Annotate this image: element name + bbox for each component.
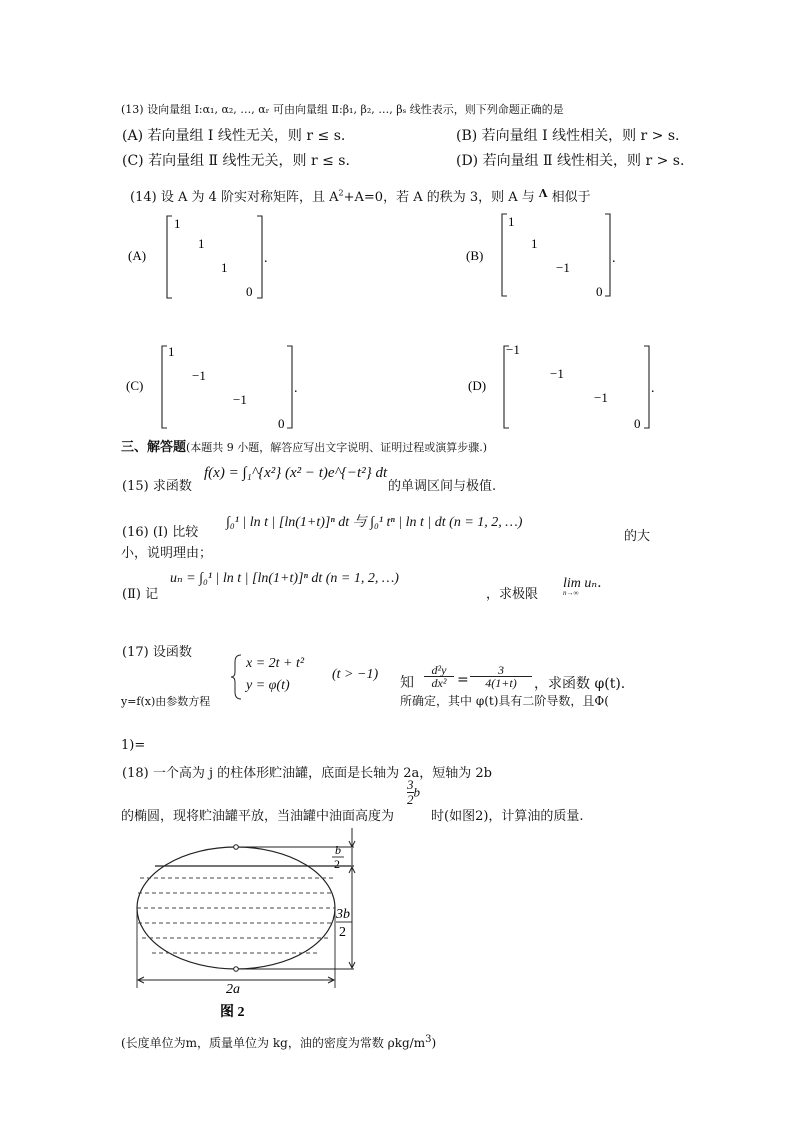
q15-prefix: (15) 求函数 xyxy=(122,479,192,494)
q15-suffix: 的单调区间与极值. xyxy=(388,479,497,494)
bottom-point xyxy=(234,967,239,972)
matrix-a-entry-3: 1 xyxy=(221,260,228,275)
matrix-b-entry-4: 0 xyxy=(596,284,603,299)
matrix-b-entry-3: −1 xyxy=(556,260,570,275)
q15-formula: f(x) = ∫₁^{x²} (x² − t)e^{−t²} dt xyxy=(204,465,388,481)
q18-height-fraction: $\frac{3}{2}$ b xyxy=(407,777,420,807)
q17-prefix: (17) 设函数 xyxy=(122,645,192,660)
matrix-d-entry-2: −1 xyxy=(550,366,564,381)
q18-units: (长度单位为m，质量单位为 kg，油的密度为常数 ρkg/$m^3$) xyxy=(121,1034,437,1050)
matrix-d-entry-1: −1 xyxy=(506,342,520,357)
q13-option-b: (B) 若向量组 Ⅰ 线性相关，则 r > s. xyxy=(456,128,680,144)
label-2a: 2a xyxy=(226,982,240,997)
matrix-c-entry-3: −1 xyxy=(233,392,247,407)
q18-line2-suffix: 时(如图2)，计算油的质量. xyxy=(431,809,584,824)
q13-option-c: (C) 若向量组 Ⅱ 线性无关，则 r ≤ s. xyxy=(122,153,350,169)
q16-limit: lim uₙ. n→∞ xyxy=(563,575,602,597)
q16-part1-suffix: 的大 xyxy=(624,529,651,544)
q17-ask: ，求函数 φ(t). xyxy=(534,676,626,692)
matrix-a-period: . xyxy=(264,251,268,266)
q14-stem: (14) 设 A 为 4 阶实对称矩阵，且 $A^2+A=0$，若 A 的秩为 3，则 A 与 $^\Lambda$ 相似于 xyxy=(130,187,591,205)
q17-line2-prefix: y=f(x)由参数方程 xyxy=(121,695,211,708)
matrix-c-entry-1: 1 xyxy=(168,344,175,359)
q16-part2-prefix: (Ⅱ) 记 xyxy=(122,587,159,602)
q17-given: 知 xyxy=(400,672,416,692)
q18-line1: (18) 一个高为 j 的柱体形贮油罐，底面是长轴为 2a，短轴为 2b xyxy=(122,766,492,781)
matrix-b-entry-2: 1 xyxy=(531,236,538,251)
matrix-a-entry-1: 1 xyxy=(174,216,181,231)
q17-system-line2: y = φ(t) xyxy=(246,678,290,693)
q16-part1-cont: 小，说明理由； xyxy=(121,546,213,561)
section3-heading: 三、解答题(本题共 9 小题，解答应写出文字说明、证明过程或演算步骤.) xyxy=(121,440,488,455)
q17-overlay-mid: 所确定，其中 φ(t)具有二阶导数，且Φ( xyxy=(400,694,609,708)
matrix-a-entry-4: 0 xyxy=(246,284,253,299)
figure-caption: 图 2 xyxy=(220,1005,245,1020)
oil-dashed-lines xyxy=(137,878,335,953)
label-3b-over-2-num: 3b xyxy=(336,907,350,922)
lambda-symbol: Λ xyxy=(538,187,548,200)
top-point xyxy=(234,845,239,850)
q14-label-d: (D) xyxy=(468,378,487,393)
q17-d2y-fraction: d²y dx² xyxy=(424,664,454,689)
label-b-over-2-den: 2 xyxy=(334,857,340,871)
q13-option-d: (D) 若向量组 Ⅱ 线性相关，则 r > s. xyxy=(456,153,685,169)
label-b-over-2-num: b xyxy=(335,843,341,857)
matrix-b-period: . xyxy=(612,251,616,266)
q16-part2-formula: uₙ = ∫₀¹ | ln t | [ln(1+t)]ⁿ dt (n = 1, 2, …) xyxy=(170,571,399,586)
q13-stem: (13) 设向量组 Ⅰ:α₁, α₂, …, αᵣ 可由向量组 Ⅱ:β₁, β₂, …, βₛ 线性表示，则下列命题正确的是 xyxy=(121,103,564,116)
q17-condition: (t > −1) xyxy=(332,667,379,682)
matrix-a-entry-2: 1 xyxy=(198,236,205,251)
q16-part1-formula: ∫₀¹ | ln t | [ln(1+t)]ⁿ dt 与 ∫₀¹ tⁿ | ln t | dt (n = 1, 2, …) xyxy=(226,515,523,530)
q14-label-b: (B) xyxy=(466,248,484,263)
q17-equals: = xyxy=(457,672,469,688)
q17-system-line1: x = 2t + t² xyxy=(246,656,305,671)
q16-part2-mid: ，求极限 xyxy=(486,587,539,602)
matrix-b-entry-1: 1 xyxy=(508,214,515,229)
q14-label-a: (A) xyxy=(128,248,147,263)
q17-rhs-fraction: 3 4(1+t) xyxy=(470,664,532,689)
matrix-d-entry-4: 0 xyxy=(634,416,641,431)
q14-label-c: (C) xyxy=(126,378,144,393)
q18-line2-prefix: 的椭圆，现将贮油罐平放，当油罐中油面高度为 xyxy=(121,809,395,824)
matrix-d-entry-3: −1 xyxy=(594,390,608,405)
q13-option-a: (A) 若向量组 Ⅰ 线性无关，则 r ≤ s. xyxy=(122,128,346,144)
q17-tail: 1)= xyxy=(121,738,146,753)
matrix-c-period: . xyxy=(294,381,298,396)
matrix-d-period: . xyxy=(651,381,655,396)
label-3b-over-2-den: 2 xyxy=(339,925,346,940)
q16-part1-prefix: (16) (Ⅰ) 比较 xyxy=(122,525,199,540)
matrix-c-entry-4: 0 xyxy=(278,416,285,431)
matrix-c-entry-2: −1 xyxy=(192,368,206,383)
